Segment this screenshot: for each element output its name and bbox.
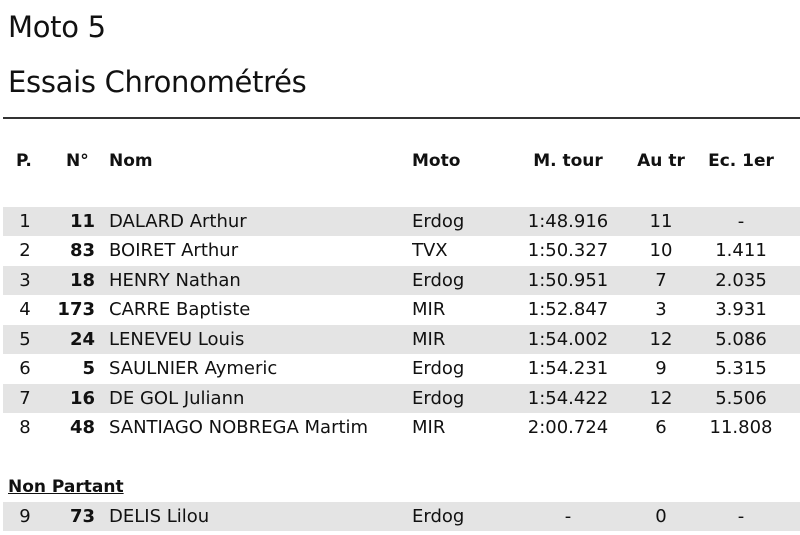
rider-number-cell: 173 [57, 299, 95, 320]
best-lap-cell: 1:54.231 [527, 358, 609, 379]
moto-cell: TVX [412, 240, 448, 261]
laps-cell: 3 [655, 299, 667, 320]
position-cell: 3 [19, 270, 31, 291]
rider-name-cell: DELIS Lilou [109, 506, 210, 527]
non-starters-label: Non Partant [8, 477, 124, 497]
rider-name-cell: CARRE Baptiste [109, 299, 251, 320]
moto-cell: MIR [412, 417, 446, 438]
gap-cell: - [737, 506, 745, 527]
laps-cell: 12 [649, 329, 673, 350]
table-row [3, 413, 800, 442]
rider-name-cell: LENEVEU Louis [109, 329, 245, 350]
moto-cell: Erdog [412, 388, 465, 409]
rider-number-cell: 16 [69, 388, 95, 409]
position-cell: 6 [19, 358, 31, 379]
rider-name-cell: SAULNIER Aymeric [109, 358, 278, 379]
moto-cell: Erdog [412, 270, 465, 291]
moto-cell: MIR [412, 329, 446, 350]
moto-cell: Erdog [412, 506, 465, 527]
rider-number-cell: 83 [69, 240, 95, 261]
gap-cell: - [737, 211, 745, 232]
page-title: Moto 5 [8, 10, 106, 44]
gap-cell: 5.315 [715, 358, 767, 379]
column-header-gap: Ec. 1er [708, 151, 774, 171]
table-header [3, 148, 800, 174]
laps-cell: 10 [649, 240, 673, 261]
position-cell: 5 [19, 329, 31, 350]
rider-number-cell: 11 [69, 211, 95, 232]
rider-name-cell: HENRY Nathan [109, 270, 241, 291]
rider-number-cell: 48 [69, 417, 95, 438]
best-lap-cell: 1:52.847 [527, 299, 609, 320]
gap-cell: 5.086 [715, 329, 767, 350]
rider-name-cell: BOIRET Arthur [109, 240, 239, 261]
table-row [3, 325, 800, 354]
column-header-laps: Au tr [637, 151, 685, 171]
best-lap-cell: 1:50.951 [527, 270, 609, 291]
table-row [3, 266, 800, 295]
table-row [3, 354, 800, 383]
laps-cell: 7 [655, 270, 667, 291]
table-row [3, 207, 800, 236]
table-row [3, 236, 800, 265]
rider-name-cell: SANTIAGO NOBREGA Martim [109, 417, 369, 438]
moto-cell: Erdog [412, 358, 465, 379]
laps-cell: 6 [655, 417, 667, 438]
gap-cell: 2.035 [715, 270, 767, 291]
column-header-name: Nom [109, 151, 153, 171]
laps-cell: 9 [655, 358, 667, 379]
rider-name-cell: DALARD Arthur [109, 211, 247, 232]
laps-cell: 0 [655, 506, 667, 527]
column-header-position: P. [16, 151, 32, 171]
laps-cell: 11 [649, 211, 673, 232]
column-header-number: N° [66, 151, 89, 171]
table-row [3, 295, 800, 324]
rider-name-cell: DE GOL Juliann [109, 388, 245, 409]
header-divider [3, 117, 800, 119]
best-lap-cell: 2:00.724 [527, 417, 609, 438]
table-row [3, 502, 800, 531]
moto-cell: Erdog [412, 211, 465, 232]
best-lap-cell: 1:54.422 [527, 388, 609, 409]
position-cell: 4 [19, 299, 31, 320]
position-cell: 8 [19, 417, 31, 438]
position-cell: 1 [19, 211, 31, 232]
position-cell: 7 [19, 388, 31, 409]
column-header-best-lap: M. tour [533, 151, 603, 171]
gap-cell: 3.931 [715, 299, 767, 320]
best-lap-cell: - [564, 506, 572, 527]
best-lap-cell: 1:50.327 [527, 240, 609, 261]
rider-number-cell: 73 [69, 506, 95, 527]
laps-cell: 12 [649, 388, 673, 409]
rider-number-cell: 18 [69, 270, 95, 291]
rider-number-cell: 5 [82, 358, 95, 379]
page-subtitle: Essais Chronométrés [8, 65, 307, 99]
gap-cell: 1.411 [715, 240, 767, 261]
best-lap-cell: 1:54.002 [527, 329, 609, 350]
best-lap-cell: 1:48.916 [527, 211, 609, 232]
rider-number-cell: 24 [69, 329, 95, 350]
column-header-moto: Moto [412, 151, 461, 171]
gap-cell: 11.808 [709, 417, 773, 438]
moto-cell: MIR [412, 299, 446, 320]
gap-cell: 5.506 [715, 388, 767, 409]
position-cell: 9 [19, 506, 31, 527]
table-row [3, 384, 800, 413]
position-cell: 2 [19, 240, 31, 261]
